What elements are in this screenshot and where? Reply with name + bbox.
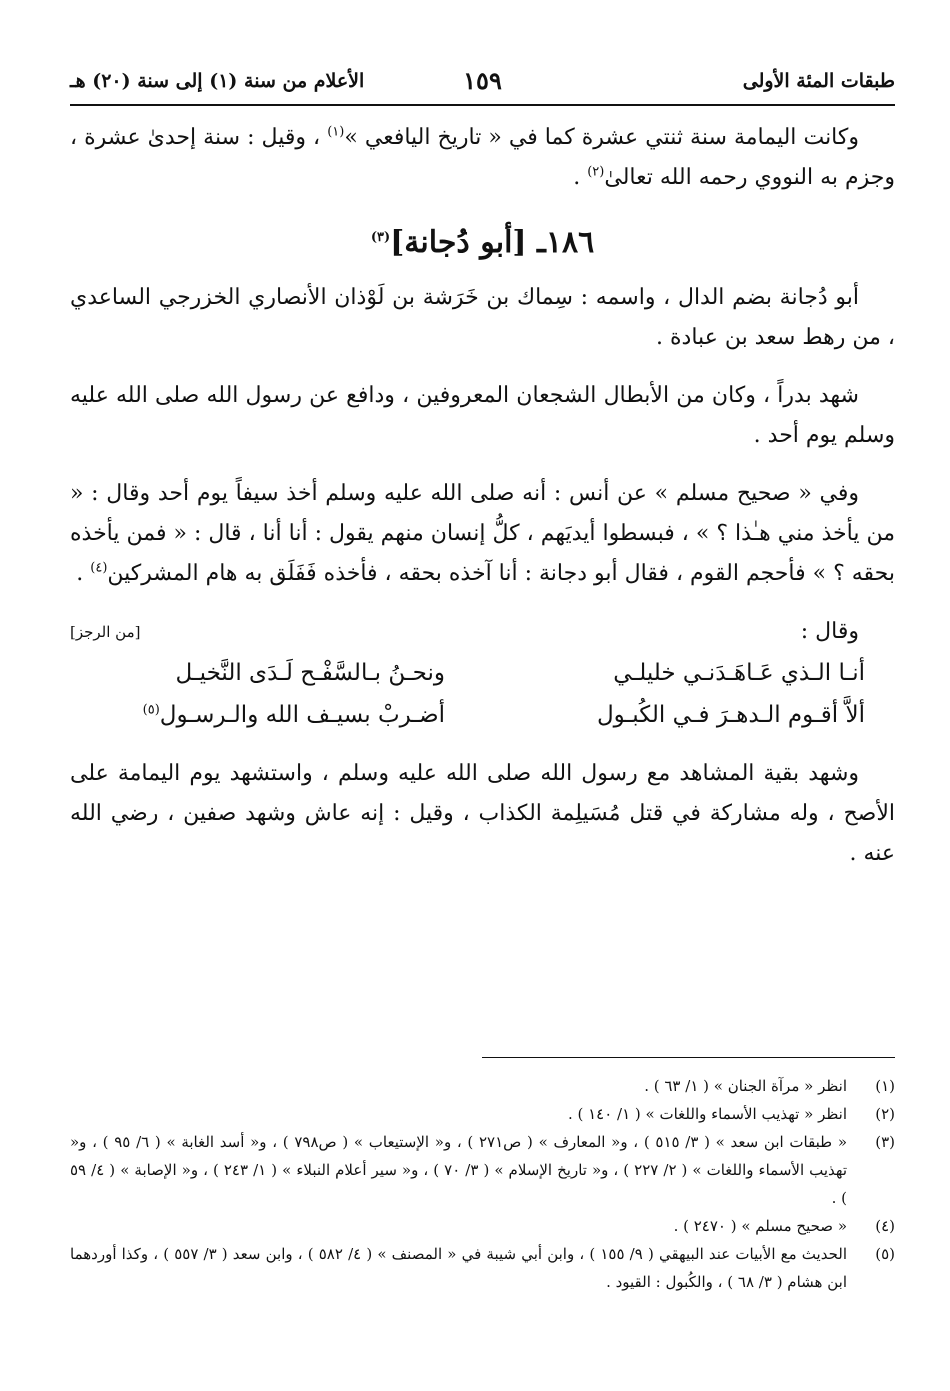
footnote [70, 1128, 895, 1212]
verse-second-hemistich [100, 694, 445, 736]
intro-paragraph [70, 118, 895, 198]
paragraph-yamama: وشهد بقية المشاهد مع رسول الله صلى الله عليه وسلم ، واستشهد يوم اليمامة على الأصح ، وله مشاركة في قتل مُسَيلِمة الكذاب ، وقيل : إنه عاش وشهد صفين ، رضي الله عنه . [70, 761, 895, 866]
footnote-number: (١) [875, 1077, 895, 1095]
footnote-text: انظر « تهذيب الأسماء واللغات » ( ١/ ١٤٠ ) . [567, 1105, 847, 1123]
footnote-number: (٥) [875, 1245, 895, 1263]
verse-second-hemistich: ونحـنُ بـالسَّفْـح لَـدَى النَّخيـل [175, 660, 445, 686]
footnote-ref-3: (٣) [370, 230, 391, 245]
header-section-title: الأعلام من سنة (١) إلى سنة (٢٠) هـ [70, 70, 365, 92]
footnote-ref-1: (١) [327, 124, 345, 140]
verse-line [70, 652, 895, 694]
footnote-number: (٢) [875, 1105, 895, 1123]
footnote-ref-4: (٤) [90, 560, 108, 576]
paragraph-name: أبو دُجانة بضم الدال ، واسمه : سِماك بن خَرَشة بن لَوْذان الأنصاري الخزرجي الساعدي ، من رهط سعد بن عبادة . [70, 285, 895, 350]
running-header [70, 66, 895, 104]
footnote [70, 1072, 895, 1100]
intro-text-1: وكانت اليمامة سنة ثنتي عشرة كما في « تاريخ اليافعي » [344, 125, 859, 150]
footnotes [70, 1072, 895, 1296]
footnote-ref-5: (٥) [142, 702, 160, 718]
footnote-text: انظر « مرآة الجنان » ( ١/ ٦٣ ) . [644, 1077, 847, 1095]
hadith-end: . [76, 561, 91, 586]
footnote [70, 1100, 895, 1128]
footnote-number: (٤) [875, 1217, 895, 1235]
footnote-text: « صحيح مسلم » ( ٢٤٧٠ ) . [673, 1217, 847, 1235]
meter-label: [من الرجز] [70, 623, 141, 641]
page-number: ١٥٩ [463, 66, 502, 95]
verse-line [70, 694, 895, 736]
verse-text: أضـربْ بسيـف الله والـرسـول [159, 702, 445, 728]
qala-label: وقال : [800, 619, 859, 644]
entry-title-text: ١٨٦ـ [أبو دُجانة] [390, 225, 595, 260]
entry-title [70, 220, 895, 266]
paragraph-hadith [70, 474, 895, 594]
main-text [70, 118, 895, 874]
verse-first-hemistich: ألاَّ أقـوم الـدهـرَ فـي الكُبـول [596, 702, 865, 728]
header-rule [70, 104, 895, 106]
footnote-text: الحديث مع الأبيات عند البيهقي ( ٩/ ١٥٥ ) ، وابن أبي شيبة في « المصنف » ( ٤/ ٥٨٢ ) ، وابن سعد ( ٣/ ٥٥٧ ) ، وكذا أوردهما ابن هشام ( ٣/ ٦٨ ) ، والكُبول : القيود . [70, 1245, 847, 1291]
footnote-ref-2: (٢) [587, 164, 605, 180]
hadith-text: وفي « صحيح مسلم » عن أنس : أنه صلى الله عليه وسلم أخذ سيفاً يوم أحد وقال : « من يأخذ مني هـٰذا ؟ » ، فبسطوا أيديَهم ، كلُّ إنسان منهم يقول : أنا أنا ، قال : « فمن يأخذه بحقه ؟ » فأحجم القوم ، فقال أبو دجانة : أنا آخذه بحقه ، فأخذه فَفَلَق به هام المشركين [70, 481, 895, 586]
intro-text-2: ، وقيل : سنة إحدىٰ عشرة ، وجزم به النووي رحمه الله تعالىٰ [70, 125, 895, 190]
verse-first-hemistich: أنـا الـذي عَـاهَـدَنـي خليلـي [613, 660, 865, 686]
footnote-text: « طبقات ابن سعد » ( ٣/ ٥١٥ ) ، و« المعارف » ( ص٢٧١ ) ، و« الإستيعاب » ( ص٧٩٨ ) ، و« أسد الغابة » ( ٦/ ٩٥ ) ، و« تهذيب الأسماء واللغات » ( ٢/ ٢٢٧ ) ، و« تاريخ الإسلام » ( ٣/ ٧٠ ) ، و« سير أعلام النبلاء » ( ١/ ٢٤٣ ) ، و« الإصابة » ( ٤/ ٥٩ ) . [70, 1133, 848, 1207]
header-book-title: طبقات المئة الأولى [742, 70, 895, 92]
footnote-number: (٣) [875, 1133, 895, 1151]
poem-intro [70, 612, 895, 652]
footnote [70, 1212, 895, 1240]
footnote [70, 1240, 895, 1296]
paragraph-badr: شهد بدراً ، وكان من الأبطال الشجعان المعروفين ، ودافع عن رسول الله صلى الله عليه وسلم يوم أحد . [70, 383, 895, 448]
intro-text-3: . [573, 165, 588, 190]
footnote-rule [482, 1057, 895, 1058]
